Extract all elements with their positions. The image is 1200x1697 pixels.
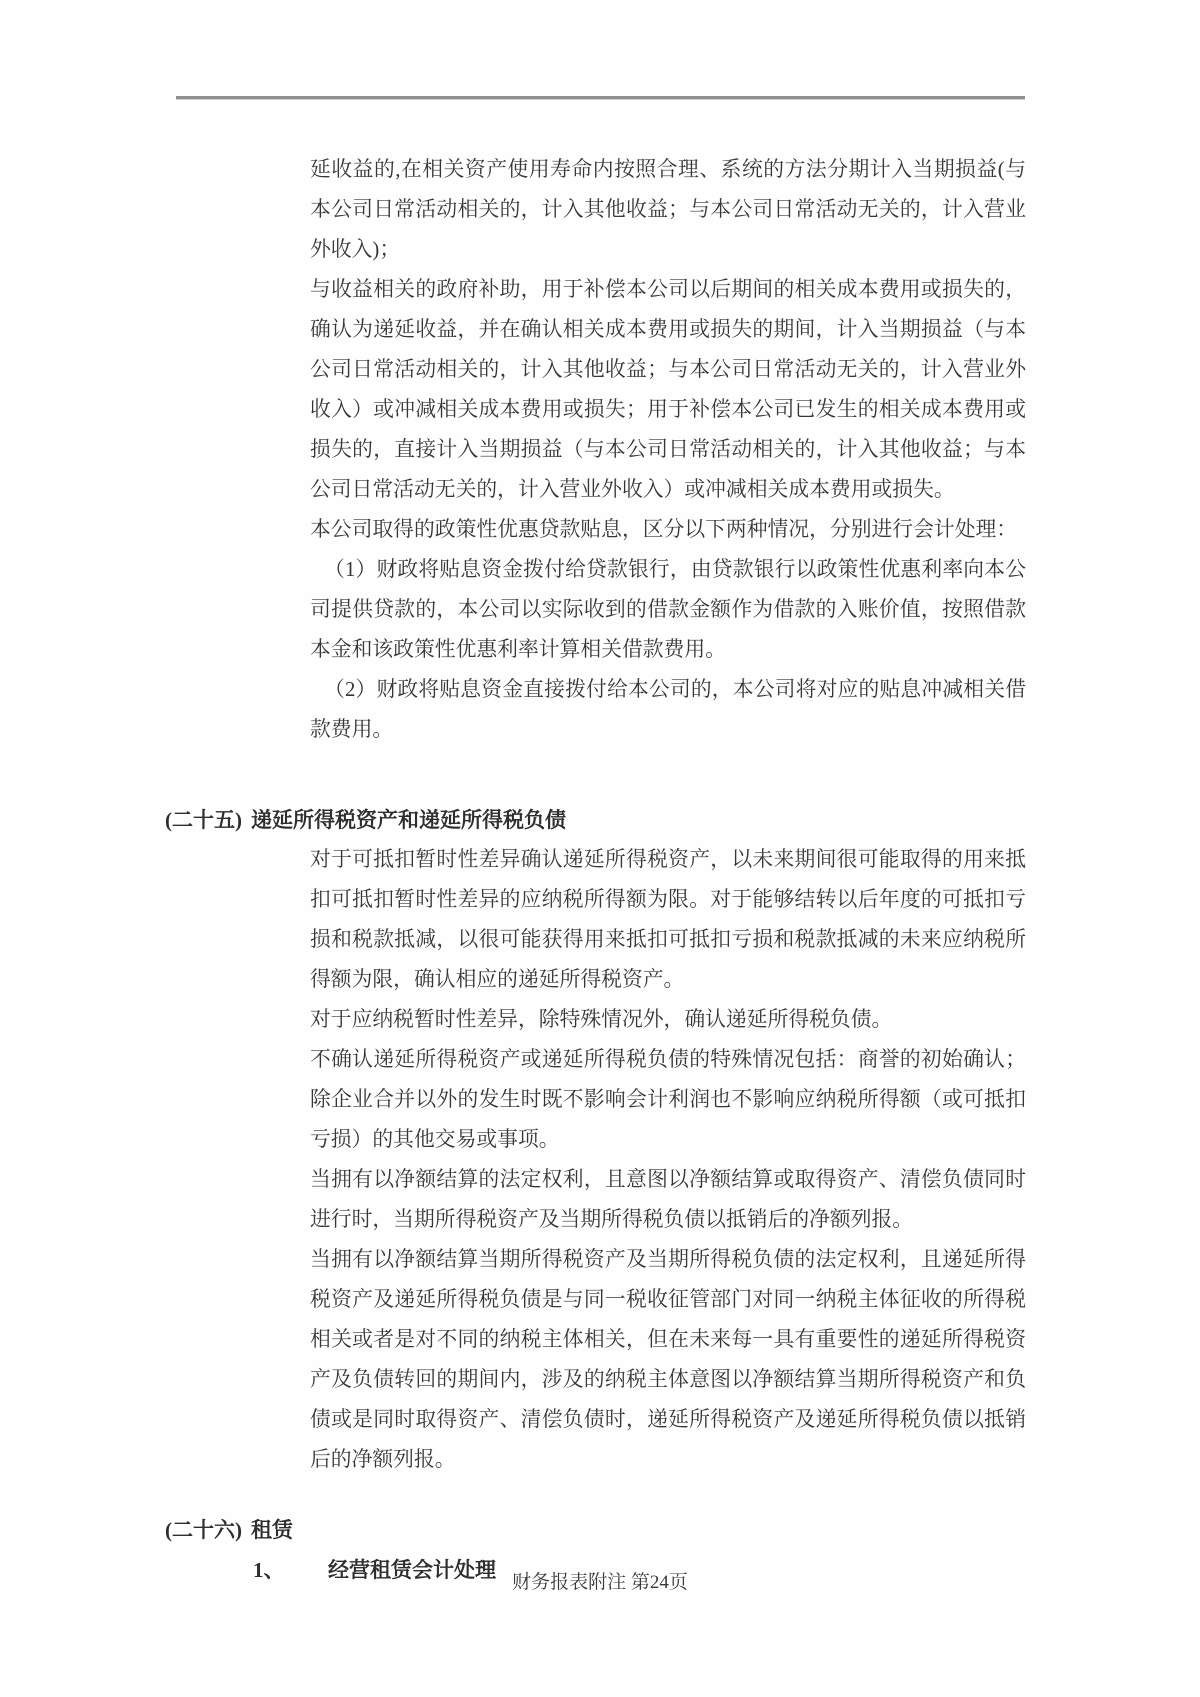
section-title: 递延所得税资产和递延所得税负债 <box>251 808 566 832</box>
paragraph-special-cases: 不确认递延所得税资产或递延所得税负债的特殊情况包括：商誉的初始确认；除企业合并以外的发生时既不影响会计利润也不影响应纳税所得额（或可抵扣亏损）的其他交易或事项。 <box>310 1048 1026 1151</box>
paragraph-deductible-temporary-differences: 对于可抵扣暂时性差异确认递延所得税资产，以未来期间很可能取得的用来抵扣可抵扣暂时性差异的应纳税所得额为限。对于能够结转以后年度的可抵扣亏损和税款抵减，以很可能获得用来抵扣可抵扣亏损和税款抵减的未来应纳税所得额为限，确认相应的递延所得税资产。 <box>310 848 1026 991</box>
paragraph-policy-loan-discount-intro: 本公司取得的政策性优惠贷款贴息，区分以下两种情况，分别进行会计处理： <box>310 518 1018 541</box>
paragraph-taxable-temporary-differences: 对于应纳税暂时性差异，除特殊情况外，确认递延所得税负债。 <box>310 1008 893 1031</box>
paragraph-case-2: （2）财政将贴息资金直接拨付给本公司的，本公司将对应的贴息冲减相关借款费用。 <box>310 678 1026 741</box>
header-rule <box>176 96 1025 100</box>
section-heading-26 <box>165 1510 1026 1550</box>
footer-text: 财务报表附注 第24页 <box>512 1572 688 1593</box>
section-heading-25 <box>165 800 1026 840</box>
page-footer <box>0 1568 1200 1598</box>
section-number: (二十五) <box>165 808 242 832</box>
paragraph-net-settlement-current: 当拥有以净额结算的法定权利，且意图以净额结算或取得资产、清偿负债同时进行时，当期所得税资产及当期所得税负债以抵销后的净额列报。 <box>310 1168 1026 1231</box>
subsection-number: 1、 <box>253 1558 285 1582</box>
section-number: (二十六) <box>165 1518 242 1542</box>
paragraph-case-1: （1）财政将贴息资金拨付给贷款银行，由贷款银行以政策性优惠利率向本公司提供贷款的，本公司以实际收到的借款金额作为借款的入账价值，按照借款本金和该政策性优惠利率计算相关借款费用。 <box>310 558 1026 661</box>
document-content <box>165 150 1026 1590</box>
paragraph-deferred-income-continuation: 延收益的,在相关资产使用寿命内按照合理、系统的方法分期计入当期损益(与本公司日常活动相关的，计入其他收益；与本公司日常活动无关的，计入营业外收入)； <box>310 158 1026 261</box>
paragraph-income-related-grants: 与收益相关的政府补助，用于补偿本公司以后期间的相关成本费用或损失的，确认为递延收益，并在确认相关成本费用或损失的期间，计入当期损益（与本公司日常活动相关的，计入其他收益；与本公司日常活动无关的，计入营业外收入）或冲减相关成本费用或损失；用于补偿本公司已发生的相关成本费用或损失的，直接计入当期损益（与本公司日常活动相关的，计入其他收益；与本公司日常活动无关的，计入营业外收入）或冲减相关成本费用或损失。 <box>310 278 1026 501</box>
section-title: 租赁 <box>251 1518 293 1542</box>
paragraph-net-settlement-deferred: 当拥有以净额结算当期所得税资产及当期所得税负债的法定权利，且递延所得税资产及递延所得税负债是与同一税收征管部门对同一纳税主体征收的所得税相关或者是对不同的纳税主体相关，但在未来每一具有重要性的递延所得税资产及负债转回的期间内，涉及的纳税主体意图以净额结算当期所得税资产和负债或是同时取得资产、清偿负债时，递延所得税资产及递延所得税负债以抵销后的净额列报。 <box>310 1248 1026 1471</box>
subsection-title: 经营租赁会计处理 <box>328 1558 496 1582</box>
